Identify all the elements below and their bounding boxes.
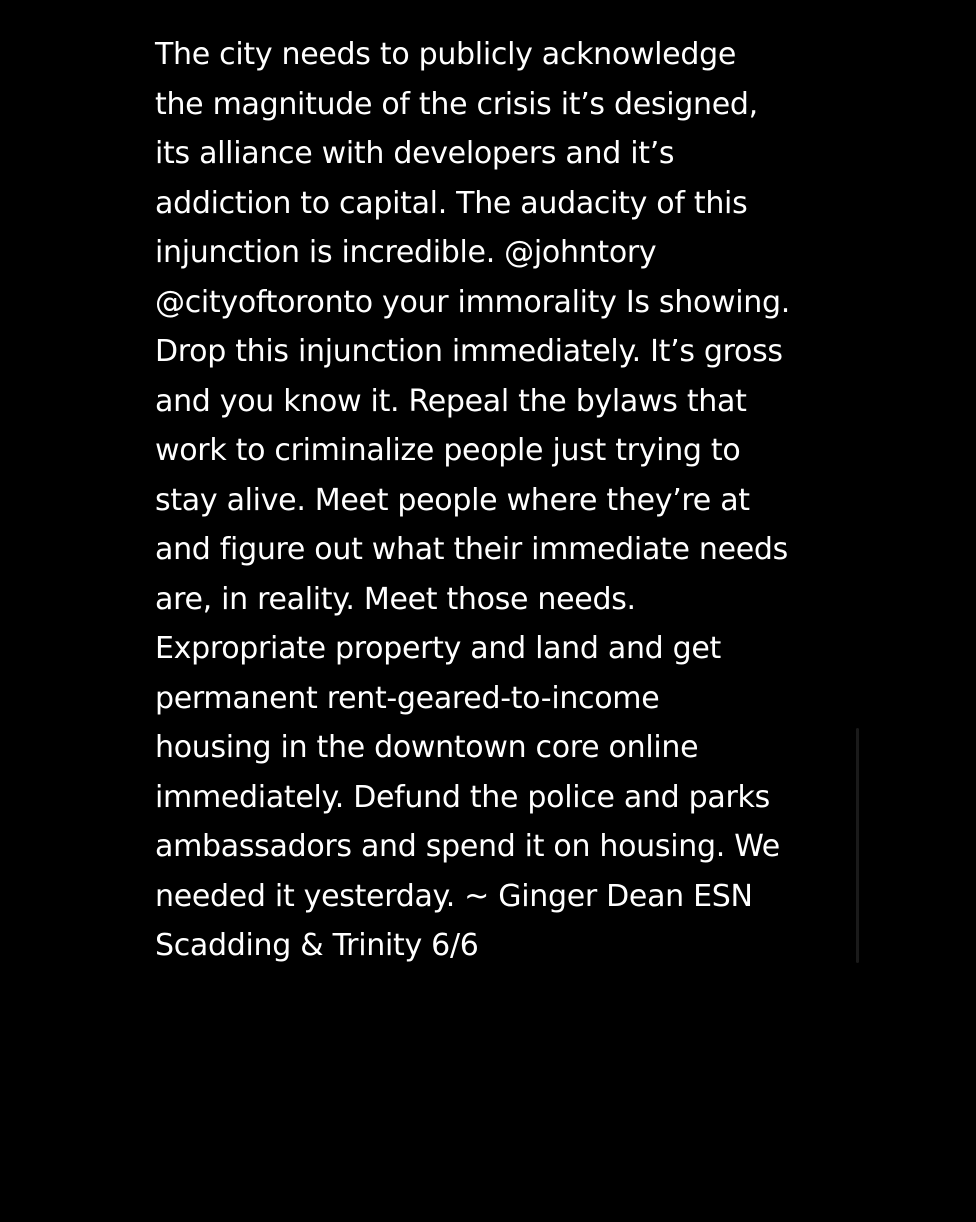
note-line: housing in the downtown core online xyxy=(155,730,699,765)
note-line: immediately. Defund the police and parks xyxy=(155,779,770,815)
note-line: addiction to capital. The audacity of this xyxy=(155,185,748,221)
note-line: Drop this injunction immediately. It’s gross xyxy=(155,334,783,369)
note-line: the magnitude of the crisis it’s designed, xyxy=(155,86,758,122)
note-line: Scadding & Trinity 6/6 xyxy=(155,928,479,963)
note-line: work to criminalize people just trying to xyxy=(155,433,741,468)
note-line: @cityoftoronto your immorality Is showing. xyxy=(155,284,790,320)
note-line: permanent rent-geared-to-income xyxy=(155,680,660,716)
scroll-indicator[interactable] xyxy=(856,728,859,963)
note-line: its alliance with developers and it’s xyxy=(155,136,675,171)
note-line: ambassadors and spend it on housing. We xyxy=(155,829,780,864)
note-line: are, in reality. Meet those needs. xyxy=(155,581,636,617)
note-line: and you know it. Repeal the bylaws that xyxy=(155,383,747,419)
note-line: The city needs to publicly acknowledge xyxy=(155,37,736,72)
note-text xyxy=(155,30,845,971)
note-line: injunction is incredible. @johntory xyxy=(155,235,657,270)
note-line: Expropriate property and land and get xyxy=(155,631,722,666)
note-line: stay alive. Meet people where they’re at xyxy=(155,482,750,518)
note-line: and figure out what their immediate needs xyxy=(155,532,788,567)
note-line: needed it yesterday. ~ Ginger Dean ESN xyxy=(155,878,753,914)
